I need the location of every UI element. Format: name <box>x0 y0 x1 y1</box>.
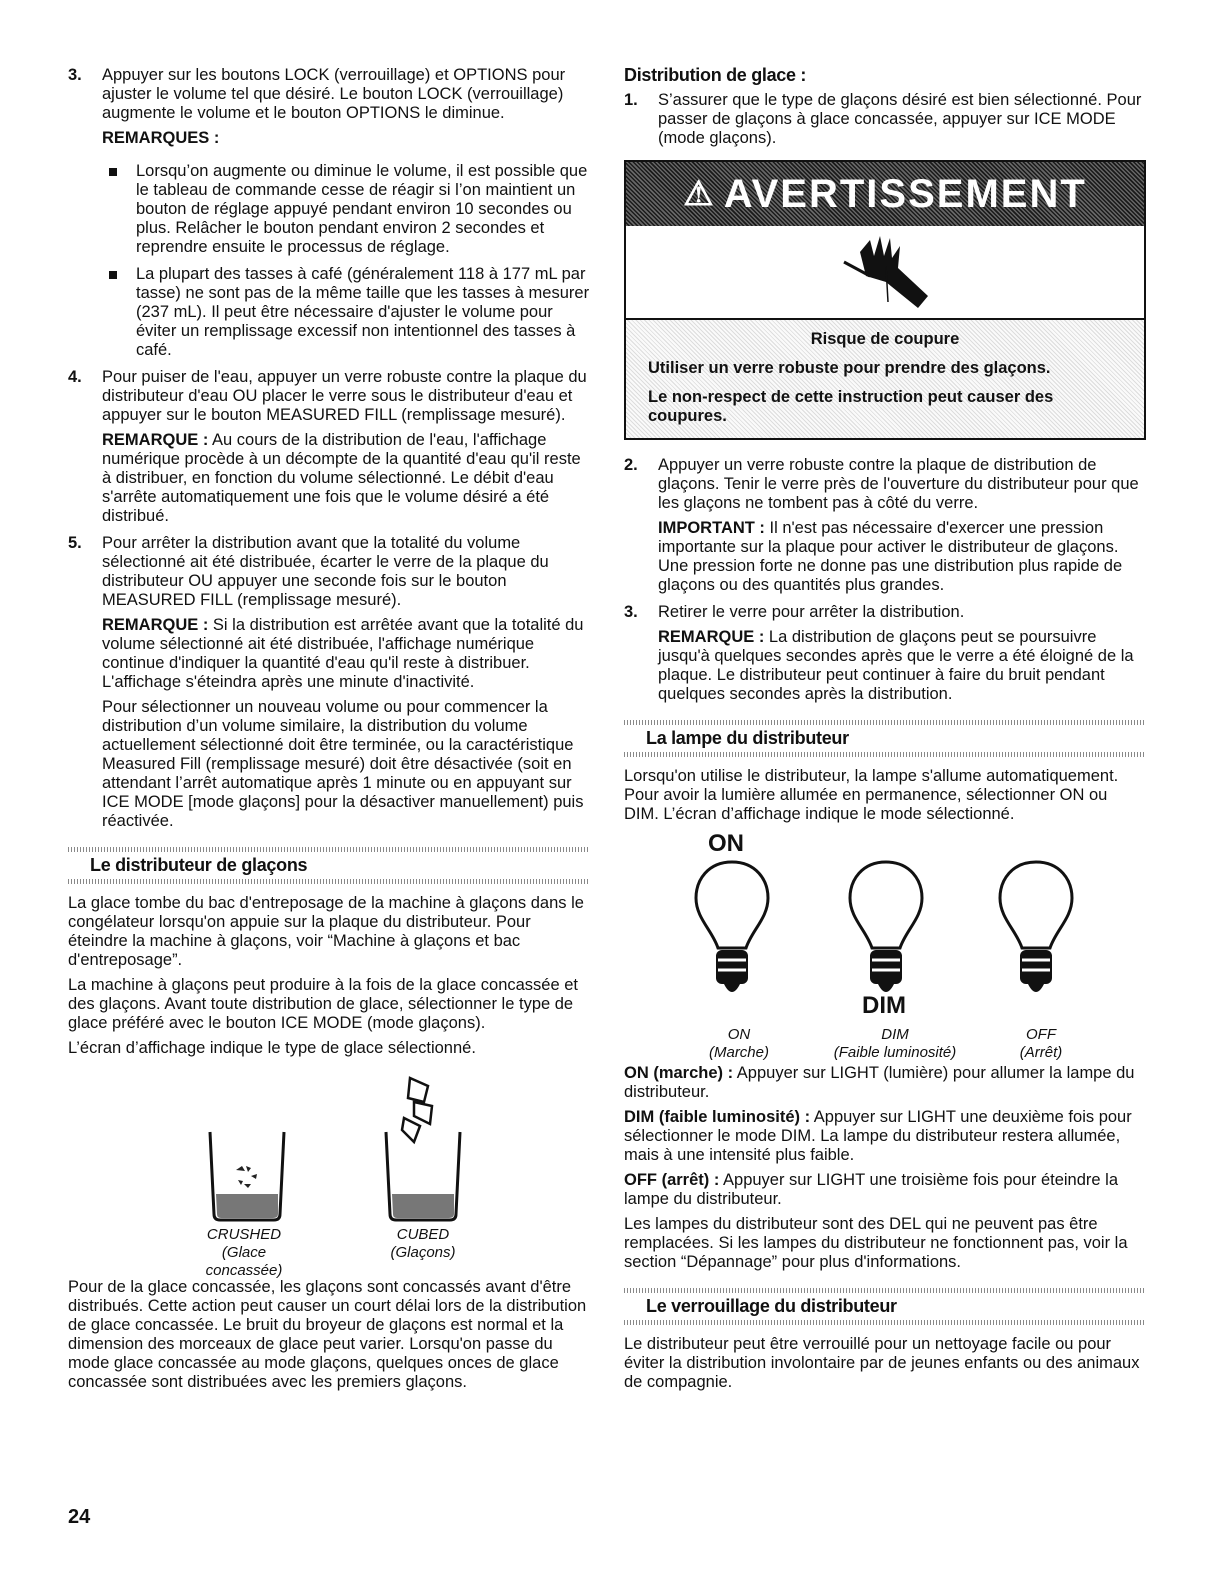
paragraph: Lorsqu'on utilise le distributeur, la lampe s'allume automatiquement. Pour avoir la lumière allumée en permanence, sélectionner ON ou DIM. L’écran d’affichage indique le mode sélectionné. <box>624 767 1119 823</box>
on-mode-paragraph <box>624 1064 1146 1102</box>
warning-body <box>626 320 1144 438</box>
step-note <box>658 519 1146 595</box>
step-number: 3. <box>68 66 82 84</box>
step-3-remove-glass <box>624 603 1146 704</box>
mode-label: OFF (arrêt) : <box>624 1171 720 1189</box>
note-label: REMARQUE : <box>102 616 209 634</box>
cut-hand-icon <box>830 232 940 312</box>
light-modes-figure <box>624 830 1146 1064</box>
warning-header <box>626 162 1144 226</box>
paragraph: Le distributeur peut être verrouillé pour un nettoyage facile ou pour éviter la distribution involontaire par de jeunes enfants ou des animaux de compagnie. <box>624 1335 1140 1391</box>
step-1-select-ice <box>624 91 1146 148</box>
note-text: Au cours de la distribution de l'eau, l'affichage numérique procède à un décompte de la quantité d'eau qu'il reste à distribuer, en fonction du volume sélectionné. Le débit d'eau s'arrête automatiquement une fois que le volume désiré a été distribué. <box>102 431 581 525</box>
caption-subtitle: (Glaçons) <box>390 1244 456 1261</box>
caption-off <box>996 1026 1086 1062</box>
ice-dispensing-heading: Distribution de glace : <box>624 65 807 85</box>
list-item: Lorsqu’on augmente ou diminue le volume, il est possible que le tableau de commande cesse de réagir si l’on maintient un bouton de réglage appuyé pendant environ 10 secondes ou plus. Relâcher le bouton pendant environ 2 secondes et reprendre ensuite le processus de réglage. <box>102 162 590 257</box>
warning-triangle-icon: ⚠ <box>683 174 716 213</box>
bulbs-illustration <box>624 860 1146 1010</box>
caption-subtitle: (Faible luminosité) <box>833 1044 957 1061</box>
step-text: Appuyer un verre robuste contre la plaque de distribution de glaçons. Tenir le verre près de l'ouverture du distributeur pour que les glaçons ne tombent pas à côté du verre. <box>658 456 1139 512</box>
step-number: 4. <box>68 368 82 386</box>
step-note <box>658 628 1146 704</box>
step-text: Retirer le verre pour arrêter la distribution. <box>658 603 965 621</box>
section-rule-bottom <box>68 879 590 884</box>
warning-title: AVERTISSEMENT <box>723 171 1087 216</box>
section-rule-top <box>624 1288 1146 1293</box>
paragraph: La glace tombe du bac d'entreposage de la machine à glaçons dans le congélateur lorsqu'on appuie sur la plaque du distributeur. Pour éteindre la machine à glaçons, voir “Machine à glaçons et bac d'entreposage”. <box>68 894 584 969</box>
note-text: La distribution de glaçons peut se poursuivre jusqu'à quelques secondes après que le verre a été éloigné de la plaque. Le distributeur peut continuer à faire du bruit pendant quelques secondes après la distribution. <box>658 628 1134 703</box>
section-dispenser-lock <box>624 1288 1146 1325</box>
note-label: REMARQUE : <box>102 431 209 449</box>
section-title: Le verrouillage du distributeur <box>646 1296 897 1316</box>
caption-subtitle: (Glace concassée) <box>205 1244 283 1279</box>
section-rule-bottom <box>624 752 1146 757</box>
off-mode-paragraph <box>624 1171 1146 1209</box>
section-title: Le distributeur de glaçons <box>90 855 308 875</box>
crushed-ice-cup-icon <box>210 1132 284 1220</box>
caption-subtitle: (Marche) <box>708 1044 769 1061</box>
step-text: Pour puiser de l'eau, appuyer un verre robuste contre la plaque du distributeur d'eau OU placer le verre sous le distributeur d'eau et appuyer sur le bouton MEASURED FILL (remplissage mesuré). <box>102 368 587 424</box>
ice-type-figure <box>68 1072 590 1279</box>
step-note <box>102 431 590 526</box>
section-title: La lampe du distributeur <box>646 728 849 748</box>
warning-line: Utiliser un verre robuste pour prendre des glaçons. <box>648 359 1051 377</box>
step-3-volume <box>68 66 590 360</box>
bulb-off-icon <box>1000 862 1072 992</box>
remarques-list <box>102 162 590 360</box>
section-ice-dispenser <box>68 847 590 884</box>
step-number: 5. <box>68 534 82 552</box>
note-label: REMARQUE : <box>658 628 765 646</box>
step-number: 2. <box>624 456 638 474</box>
paragraph: L’écran d’affichage indique le type de glace sélectionné. <box>68 1039 476 1057</box>
paragraph: La machine à glaçons peut produire à la fois de la glace concassée et des glaçons. Avant toute distribution de glace, sélectionner le type de glace préféré avec le bouton ICE MODE (mode glaçons). <box>68 976 578 1032</box>
warning-box <box>624 160 1146 440</box>
step-extra: Pour sélectionner un nouveau volume ou pour commencer la distribution d’un volume similaire, la distribution du volume actuellement sélectionné doit être terminée, ou la caractéristique Measured Fill (remplissage mesuré) doit être désactivée (soit en attendant l’arrêt automatique après 1 minute ou en appuyant sur ICE MODE [mode glaçons] pour la désactiver manuellement) puis réactivée. <box>102 698 584 830</box>
warning-pictogram <box>626 226 1144 320</box>
caption-label: CRUSHED <box>206 1226 282 1243</box>
caption-label: CUBED <box>396 1226 450 1243</box>
caption-on <box>684 1026 794 1062</box>
display-dim-label: DIM <box>862 992 906 1019</box>
page-number: 24 <box>68 1506 91 1528</box>
step-text: Appuyer sur les boutons LOCK (verrouillage) et OPTIONS pour ajuster le volume tel que désiré. Le bouton LOCK (verrouillage) augmente le volume et le bouton OPTIONS le diminue. <box>102 66 566 122</box>
crushed-caption <box>184 1226 304 1280</box>
section-rule-top <box>68 847 590 852</box>
mode-label: DIM (faible luminosité) : <box>624 1108 811 1126</box>
note-text: Il n'est pas nécessaire d'exercer une pression importante sur la plaque pour activer le distributeur de glaçons. Une pression forte ne donne pas une distribution plus rapide de glaçons ou des quantités plus grandes. <box>658 519 1123 594</box>
step-text: Pour arrêter la distribution avant que la totalité du volume sélectionné ait été distribuée, écarter le verre de la plaque du distributeur OU appuyer une seconde fois sur le bouton MEASURED FILL (remplissage mesuré). <box>102 534 549 609</box>
section-rule-top <box>624 720 1146 725</box>
caption-subtitle: (Arrêt) <box>1019 1044 1063 1061</box>
mode-text: Appuyer sur LIGHT une troisième fois pour éteindre la lampe du distributeur. <box>624 1171 1118 1208</box>
section-dispenser-light <box>624 720 1146 757</box>
bulb-on-icon <box>696 862 768 992</box>
step-text: S’assurer que le type de glaçons désiré est bien sélectionné. Pour passer de glaçons à glace concassée, appuyer sur ICE MODE (mode glaçons). <box>658 91 1142 147</box>
left-column <box>68 66 590 1398</box>
step-number: 1. <box>624 91 638 109</box>
warning-risk: Risque de coupure <box>810 330 960 348</box>
step-note <box>102 616 590 692</box>
mode-label: ON (marche) : <box>624 1064 734 1082</box>
step-5-stop <box>68 534 590 831</box>
display-on-label: ON <box>708 830 744 857</box>
dim-mode-paragraph <box>624 1108 1146 1165</box>
caption-label: DIM <box>881 1026 909 1043</box>
ice-cups-illustration <box>68 1072 590 1222</box>
step-4-water <box>68 368 590 526</box>
remarques-label: REMARQUES : <box>102 129 220 147</box>
note-text: Si la distribution est arrêtée avant que la totalité du volume sélectionné ait été distribuée, l'affichage numérique continue d'indiquer la quantité d'eau qu'il reste à distribuer. L'affichage s'éteindra après une minute d'inactivité. <box>102 616 584 691</box>
step-2-press-glass <box>624 456 1146 595</box>
list-item: La plupart des tasses à café (généralement 118 à 177 mL par tasse) ne sont pas de la même taille que les tasses à mesurer (237 mL). Il peut être nécessaire d'ajuster le volume pour éviter un remplissage excessif non intentionnel des tasses à café. <box>102 265 590 360</box>
mode-text: Appuyer sur LIGHT (lumière) pour allumer la lampe du distributeur. <box>624 1064 1135 1101</box>
note-label: IMPORTANT : <box>658 519 765 537</box>
bulb-dim-icon <box>850 862 922 992</box>
mode-text: Appuyer sur LIGHT une deuxième fois pour sélectionner le mode DIM. La lampe du distributeur restera allumée, mais à une intensité plus faible. <box>624 1108 1132 1164</box>
step-number: 3. <box>624 603 638 621</box>
warning-line: Le non-respect de cette instruction peut causer des coupures. <box>648 388 1054 425</box>
paragraph: Pour de la glace concassée, les glaçons sont concassés avant d'être distribués. Cette action peut causer un court délai lors de la distribution de glace concassée. Le bruit du broyeur de glaçons est normal et la dimension des morceaux de glace peut varier. Lorsqu'on passe du mode glace concassée au mode glaçons, quelques onces de glace concassée sont distribuées avec les premiers glaçons. <box>68 1278 587 1391</box>
caption-label: OFF <box>1026 1026 1056 1043</box>
cubed-caption <box>368 1226 478 1262</box>
right-column <box>624 66 1146 1398</box>
paragraph: Les lampes du distributeur sont des DEL qui ne peuvent pas être remplacées. Si les lampes du distributeur ne fonctionnent pas, voir la section “Dépannage” pour plus d'informations. <box>624 1215 1128 1271</box>
cubed-ice-cup-icon <box>386 1078 460 1220</box>
section-rule-bottom <box>624 1320 1146 1325</box>
caption-dim <box>810 1026 980 1062</box>
caption-label: ON <box>727 1026 751 1043</box>
